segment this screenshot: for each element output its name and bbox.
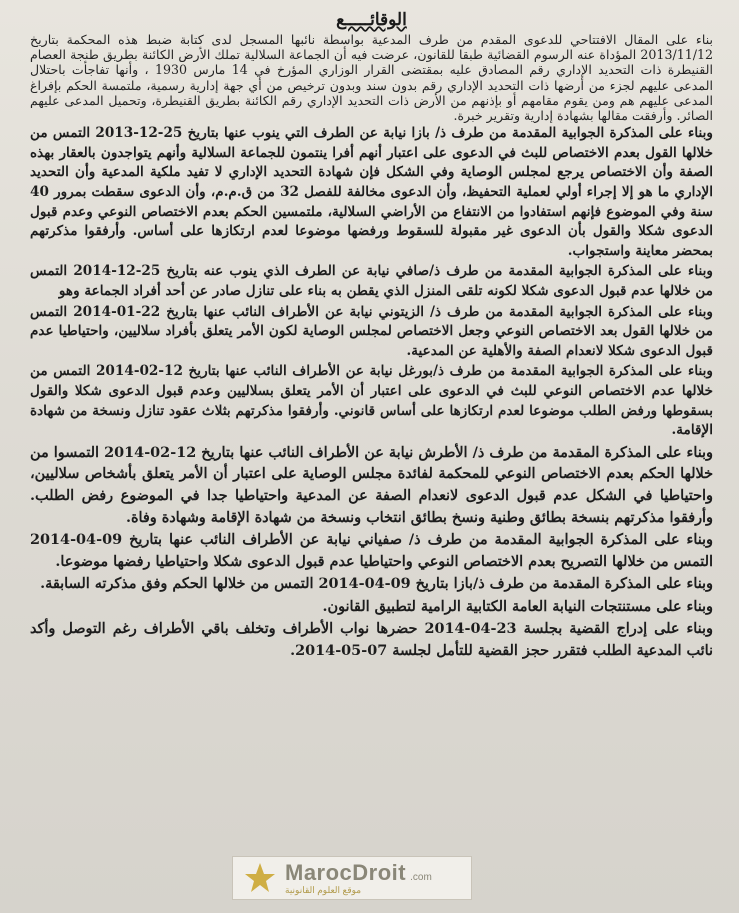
paragraph-7: وبناء على المذكرة الجوابية المقدمة من طرف ذ/ صفياني نيابة عن الأطراف النائب عنها بتاريخ 09-04-2014 التمس من خلالها التصريح بعدم الاختصاص النوعي واحتياطيا عدم قبول الدعوى شكلا واحتياطيا رفضها موضوعا.	[30, 531, 713, 570]
document-body	[30, 32, 713, 662]
paragraph-2: وبناء على المذكرة الجوابية المقدمة من طرف ذ/ بازا نيابة عن الطرف التي ينوب عنها بتاريخ 25-12-2013 التمس من خلالها القول بعدم الاختصاص للبث في الدعوى على اعتبار أنهم أفرا ينتمون للجماعة السلالية وأنهم يتواجدون بالعقار بهذه الصفة وأن الاختصاص يرجع لمجلس الوصاية وفي الشكل فإن شهادة التحديد الإداري لا تفيد ملكية المدعية وأن التحديد الإداري ما هو إلا إجراء أولي لعملية التحفيظ، وأن الدعوى مخالفة للفصل 32 من ق.م.م، وأن الدعوى سقطت بمرور 40 سنة وفي الموضوع فإنهم استفادوا من الانتفاع من الأراضي السلالية، ملتمسين الحكم بعدم الاختصاص النوعي وعدم قبول الدعوى شكلا والقول بأن الدعوى غير مقبولة للسقوط ورفضها موضوعا لعدم ارتكازها على أساس. وأرفقوا مذكرتهم بمحضر معاينة واستجواب.	[30, 125, 713, 259]
star-logo-icon	[243, 861, 277, 895]
paragraph-9: وبناء على مستنتجات النيابة العامة الكتابية الرامية لتطبيق القانون.	[322, 597, 713, 615]
paragraph-1: بناء على المقال الافتتاحي للدعوى المقدم من طرف المدعية بواسطة نائبها المسجل لدى كتابة ضبط هذه المحكمة بتاريخ 2013/11/12 المؤداة عنه الرسوم القضائية طبقا للقانون، عرضت فيه أن الجماعة السلالية تملك الأرض الكائنة بطريق طنجة العصام القنيطرة ذات التحديد الإداري رقم المصادق عليه بمقتضى القرار الوزاري المؤرخ في 14 مارس 1930 ، وأنها تفاجأت باحتلال المدعى عليهم لجزء من أرضها ذات التحديد الإداري رقم بدون سند وبدون ترخيص من أي جهة إدارية رسمية، ملتمسة الحكم بإفراغ المدعى عليهم هم ومن يقوم مقامهم أو بإذنهم من الأرض ذات التحديد الإداري رقم الكائنة بطريق القنيطرة، وتحميل المدعى عليهم الصائر. وأرفقت مقالها بشهادة إدارية وتقرير خبرة.	[30, 32, 713, 124]
watermark-name: MarocDroit	[285, 859, 407, 885]
watermark-suffix: .com	[410, 871, 432, 883]
watermark-tagline: موقع العلوم القانونية	[285, 884, 362, 895]
paragraph-3: وبناء على المذكرة الجوابية المقدمة من طرف ذ/صافي نيابة عن الطرف الذي ينوب عنه بتاريخ 25-12-2014 التمس من خلالها عدم قبول الدعوى شكلا لكونه تلقى المنزل الذي يقطن به بناء على تنازل صادر عن أحد أفراد الجماعة وهو	[30, 263, 713, 299]
document-title: الوقائـــــع	[336, 10, 407, 30]
marocdroit-watermark	[232, 856, 472, 900]
paragraph-5: وبناء على المذكرة الجوابية المقدمة من طرف ذ/بورغل نيابة عن الأطراف النائب عنها بتاريخ 12-02-2014 التمس من خلالها عدم الاختصاص النوعي للبث في الدعوى على اعتبار أن الأمر يتعلق بسلاليين وعدم قبول الدعوى شكلا والقول بسقوطها ورفض الطلب موضوعا لعدم ارتكازها على أساس قانوني. وأرفقوا مذكرتهم بثلاث عقود تنازل ونسخة من شهادة الإقامة.	[30, 363, 713, 439]
paragraph-4: وبناء على المذكرة الجوابية المقدمة من طرف ذ/ الزيتوني نيابة عن الأطراف النائب عنها بتاريخ 22-01-2014 التمس من خلالها القول بعد الاختصاص النوعي وجعل الاختصاص لمجلس الوصاية لكون الأمر يتعلق بأفراد سلاليين، واحتياطيا عدم قبول الدعوى شكلا لانعدام الصفة والأهلية عن المدعية.	[30, 303, 713, 359]
paragraph-10: وبناء على إدراج القضية بجلسة 23-04-2014 حضرها نواب الأطراف وتخلف باقي الأطراف رغم التوصل وأكد نائب المدعية الطلب فتقرر حجز القضية للتأمل لجلسة 07-05-2014.	[30, 620, 713, 660]
paragraph-8: وبناء على المذكرة المقدمة من طرف ذ/بازا بتاريخ 09-04-2014 التمس من خلالها الحكم وفق مذكرته السابقة.	[40, 575, 713, 593]
paragraph-6: وبناء على المذكرة المقدمة من طرف ذ/ الأطرش نيابة عن الأطراف النائب عنها بتاريخ 12-02-2014 التمسوا من خلالها الحكم بعدم الاختصاص النوعي للمحكمة لفائدة مجلس الوصاية على اعتبار أن الأمر يتعلق بأشخاص سلاليين، واحتياطيا في الشكل عدم قبول الدعوى لانعدام الصفة عن المدعية واحتياطيا جدا في الموضوع رفض الطلب. وأرفقوا مذكرتهم بنسخة بطائق وطنية ونسخ بطائق انتخاب ونسخة من شهادة الإقامة وشهادة وفاة.	[30, 443, 714, 526]
